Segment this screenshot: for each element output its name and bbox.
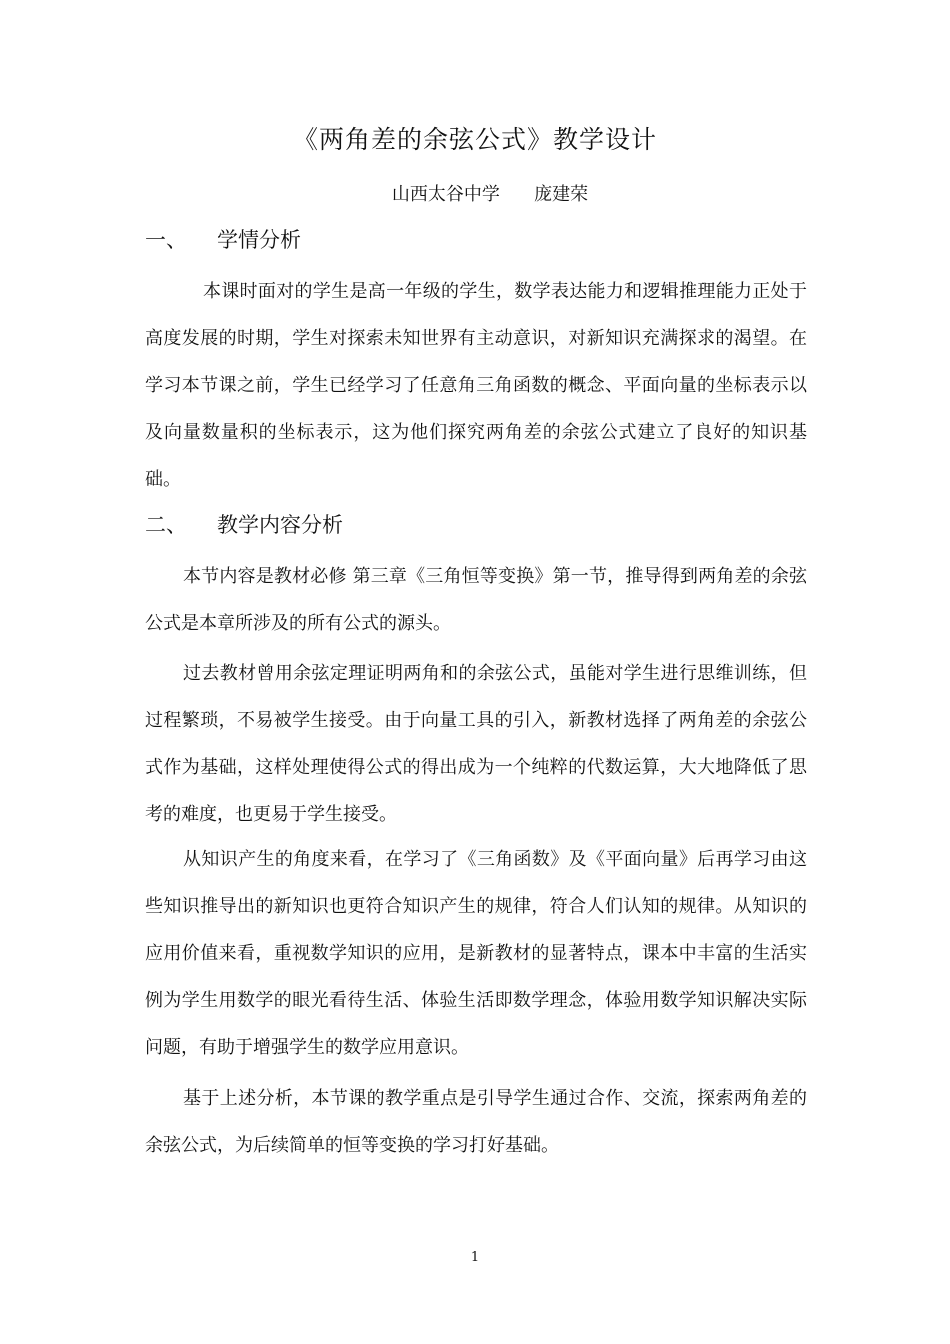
section-heading-2 — [145, 509, 343, 539]
page-number: 1 — [470, 1250, 480, 1265]
section-title-2: 教学内容分析 — [217, 513, 343, 537]
paragraph-content-source: 本节内容是教材必修 第三章《三角恒等变换》第一节，推导得到两角差的余弦公式是本章所涉及的所有公式的源头。 — [145, 566, 807, 634]
section-title-1: 学情分析 — [217, 228, 301, 252]
author-byline: 山西太谷中学 庞建荣 — [391, 184, 589, 205]
section-number-2: 二、 — [145, 513, 187, 537]
paragraph-student-analysis: 本课时面对的学生是高一年级的学生，数学表达能力和逻辑推理能力正处于高度发展的时期，学生对探索未知世界有主动意识，对新知识充满探求的渴望。在学习本节课之前，学生已经学习了任意角三角函数的概念、平面向量的坐标表示以及向量数量积的坐标表示，这为他们探究两角差的余弦公式建立了良好的知识基础。 — [145, 281, 807, 490]
paragraph-content-history: 过去教材曾用余弦定理证明两角和的余弦公式，虽能对学生进行思维训练，但过程繁琐，不易被学生接受。由于向量工具的引入，新教材选择了两角差的余弦公式作为基础，这样处理使得公式的得出成为一个纯粹的代数运算，大大地降低了思考的难度，也更易于学生接受。 — [145, 663, 807, 825]
paragraph-content-focus: 基于上述分析，本节课的教学重点是引导学生通过合作、交流，探索两角差的余弦公式，为后续简单的恒等变换的学习打好基础。 — [145, 1088, 807, 1156]
paragraph-content-knowledge: 从知识产生的角度来看，在学习了《三角函数》及《平面向量》后再学习由这些知识推导出的新知识也更符合知识产生的规律，符合人们认知的规律。从知识的应用价值来看，重视数学知识的应用，是新教材的显著特点，课本中丰富的生活实例为学生用数学的眼光看待生活、体验生活即数学理念，体验用数学知识解决实际问题，有助于增强学生的数学应用意识。 — [145, 849, 807, 1058]
section-number-1: 一、 — [145, 228, 187, 252]
section-heading-1 — [145, 224, 301, 254]
document-title: 《两角差的余弦公式》教学设计 — [292, 125, 657, 154]
